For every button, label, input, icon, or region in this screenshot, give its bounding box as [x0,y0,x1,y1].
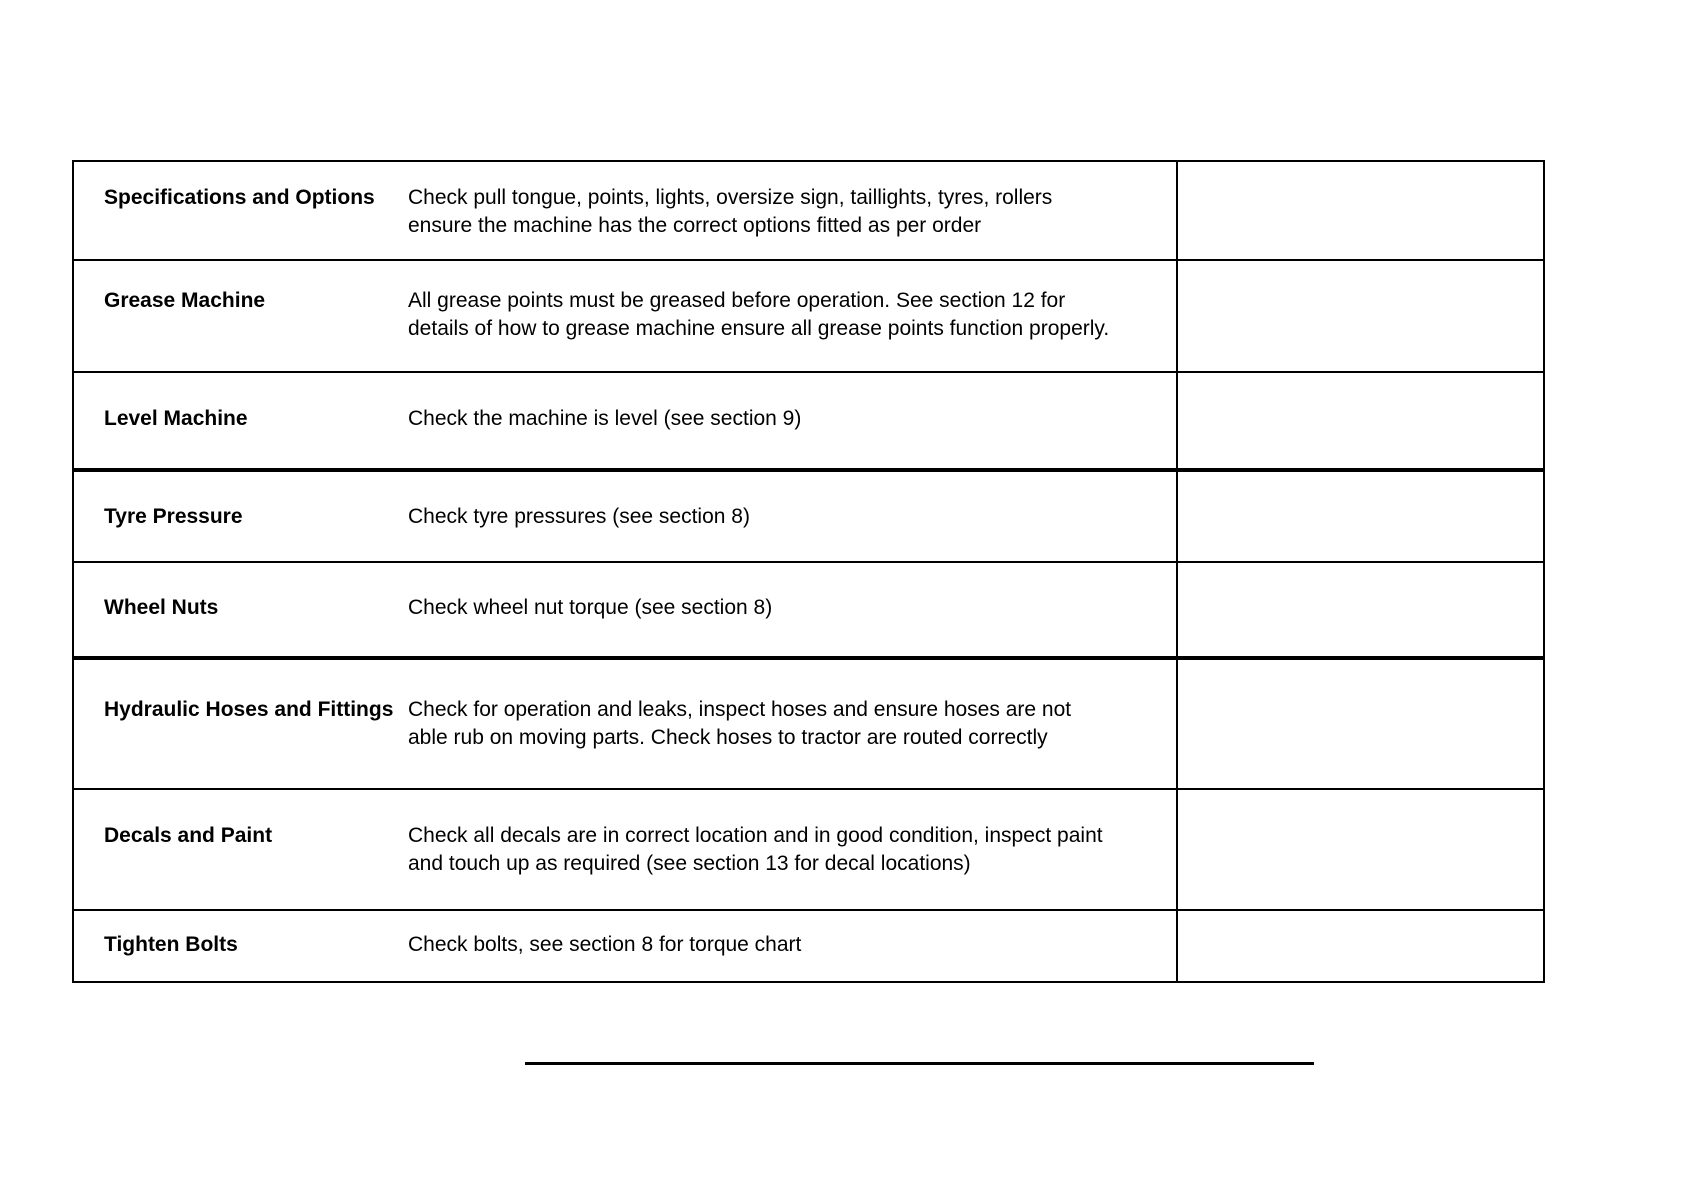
item-description: Check the machine is level (see section 9) [408,407,802,430]
item-label-cell [73,470,406,562]
item-label-cell [73,372,406,470]
check-off-cell[interactable] [1177,562,1544,658]
check-off-cell[interactable] [1177,789,1544,910]
item-description-cell [406,260,1177,372]
item-label: Specifications and Options [104,186,375,209]
item-description: All grease points must be greased before operation. See section 12 for details of how to grease machine ensure all grease points function properly. [408,289,1110,340]
checklist-row [73,372,1544,470]
item-description-cell [406,658,1177,789]
checklist-row [73,562,1544,658]
item-label-cell [73,161,406,260]
check-off-cell[interactable] [1177,372,1544,470]
check-off-cell[interactable] [1177,910,1544,982]
item-label-cell [73,260,406,372]
item-description-cell [406,372,1177,470]
item-label-cell [73,910,406,982]
item-description-cell [406,562,1177,658]
item-description-cell [406,910,1177,982]
check-off-cell[interactable] [1177,470,1544,562]
check-off-cell[interactable] [1177,161,1544,260]
checklist-row [73,910,1544,982]
item-description-cell [406,789,1177,910]
item-description: Check pull tongue, points, lights, oversize sign, taillights, tyres, rollers ensure the machine has the correct options fitted as per order [408,186,1053,237]
item-description-cell [406,470,1177,562]
checklist-row [73,658,1544,789]
item-label: Hydraulic Hoses and Fittings [104,698,394,721]
item-description-cell [406,161,1177,260]
checklist-row [73,260,1544,372]
item-description: Check tyre pressures (see section 8) [408,505,750,528]
item-label: Grease Machine [104,289,266,312]
check-off-cell[interactable] [1177,260,1544,372]
item-label-cell [73,658,406,789]
checklist-row [73,161,1544,260]
check-off-cell[interactable] [1177,658,1544,789]
item-label: Level Machine [104,407,248,430]
item-description: Check bolts, see section 8 for torque chart [408,933,802,956]
item-label: Wheel Nuts [104,596,219,619]
signature-line [525,1062,1314,1065]
item-label-cell [73,789,406,910]
checklist-row [73,789,1544,910]
checklist-row [73,470,1544,562]
item-label: Tyre Pressure [104,505,243,528]
item-label: Decals and Paint [104,824,273,847]
item-description: Check all decals are in correct location and in good condition, inspect paint and touch up as required (see section 13 for decal locations) [408,824,1103,875]
item-description: Check wheel nut torque (see section 8) [408,596,773,619]
item-label: Tighten Bolts [104,933,238,956]
item-label-cell [73,562,406,658]
item-description: Check for operation and leaks, inspect hoses and ensure hoses are not able rub on moving parts. Check hoses to tractor are routed correctly [408,698,1072,749]
pre-delivery-checklist-table [72,160,1545,983]
